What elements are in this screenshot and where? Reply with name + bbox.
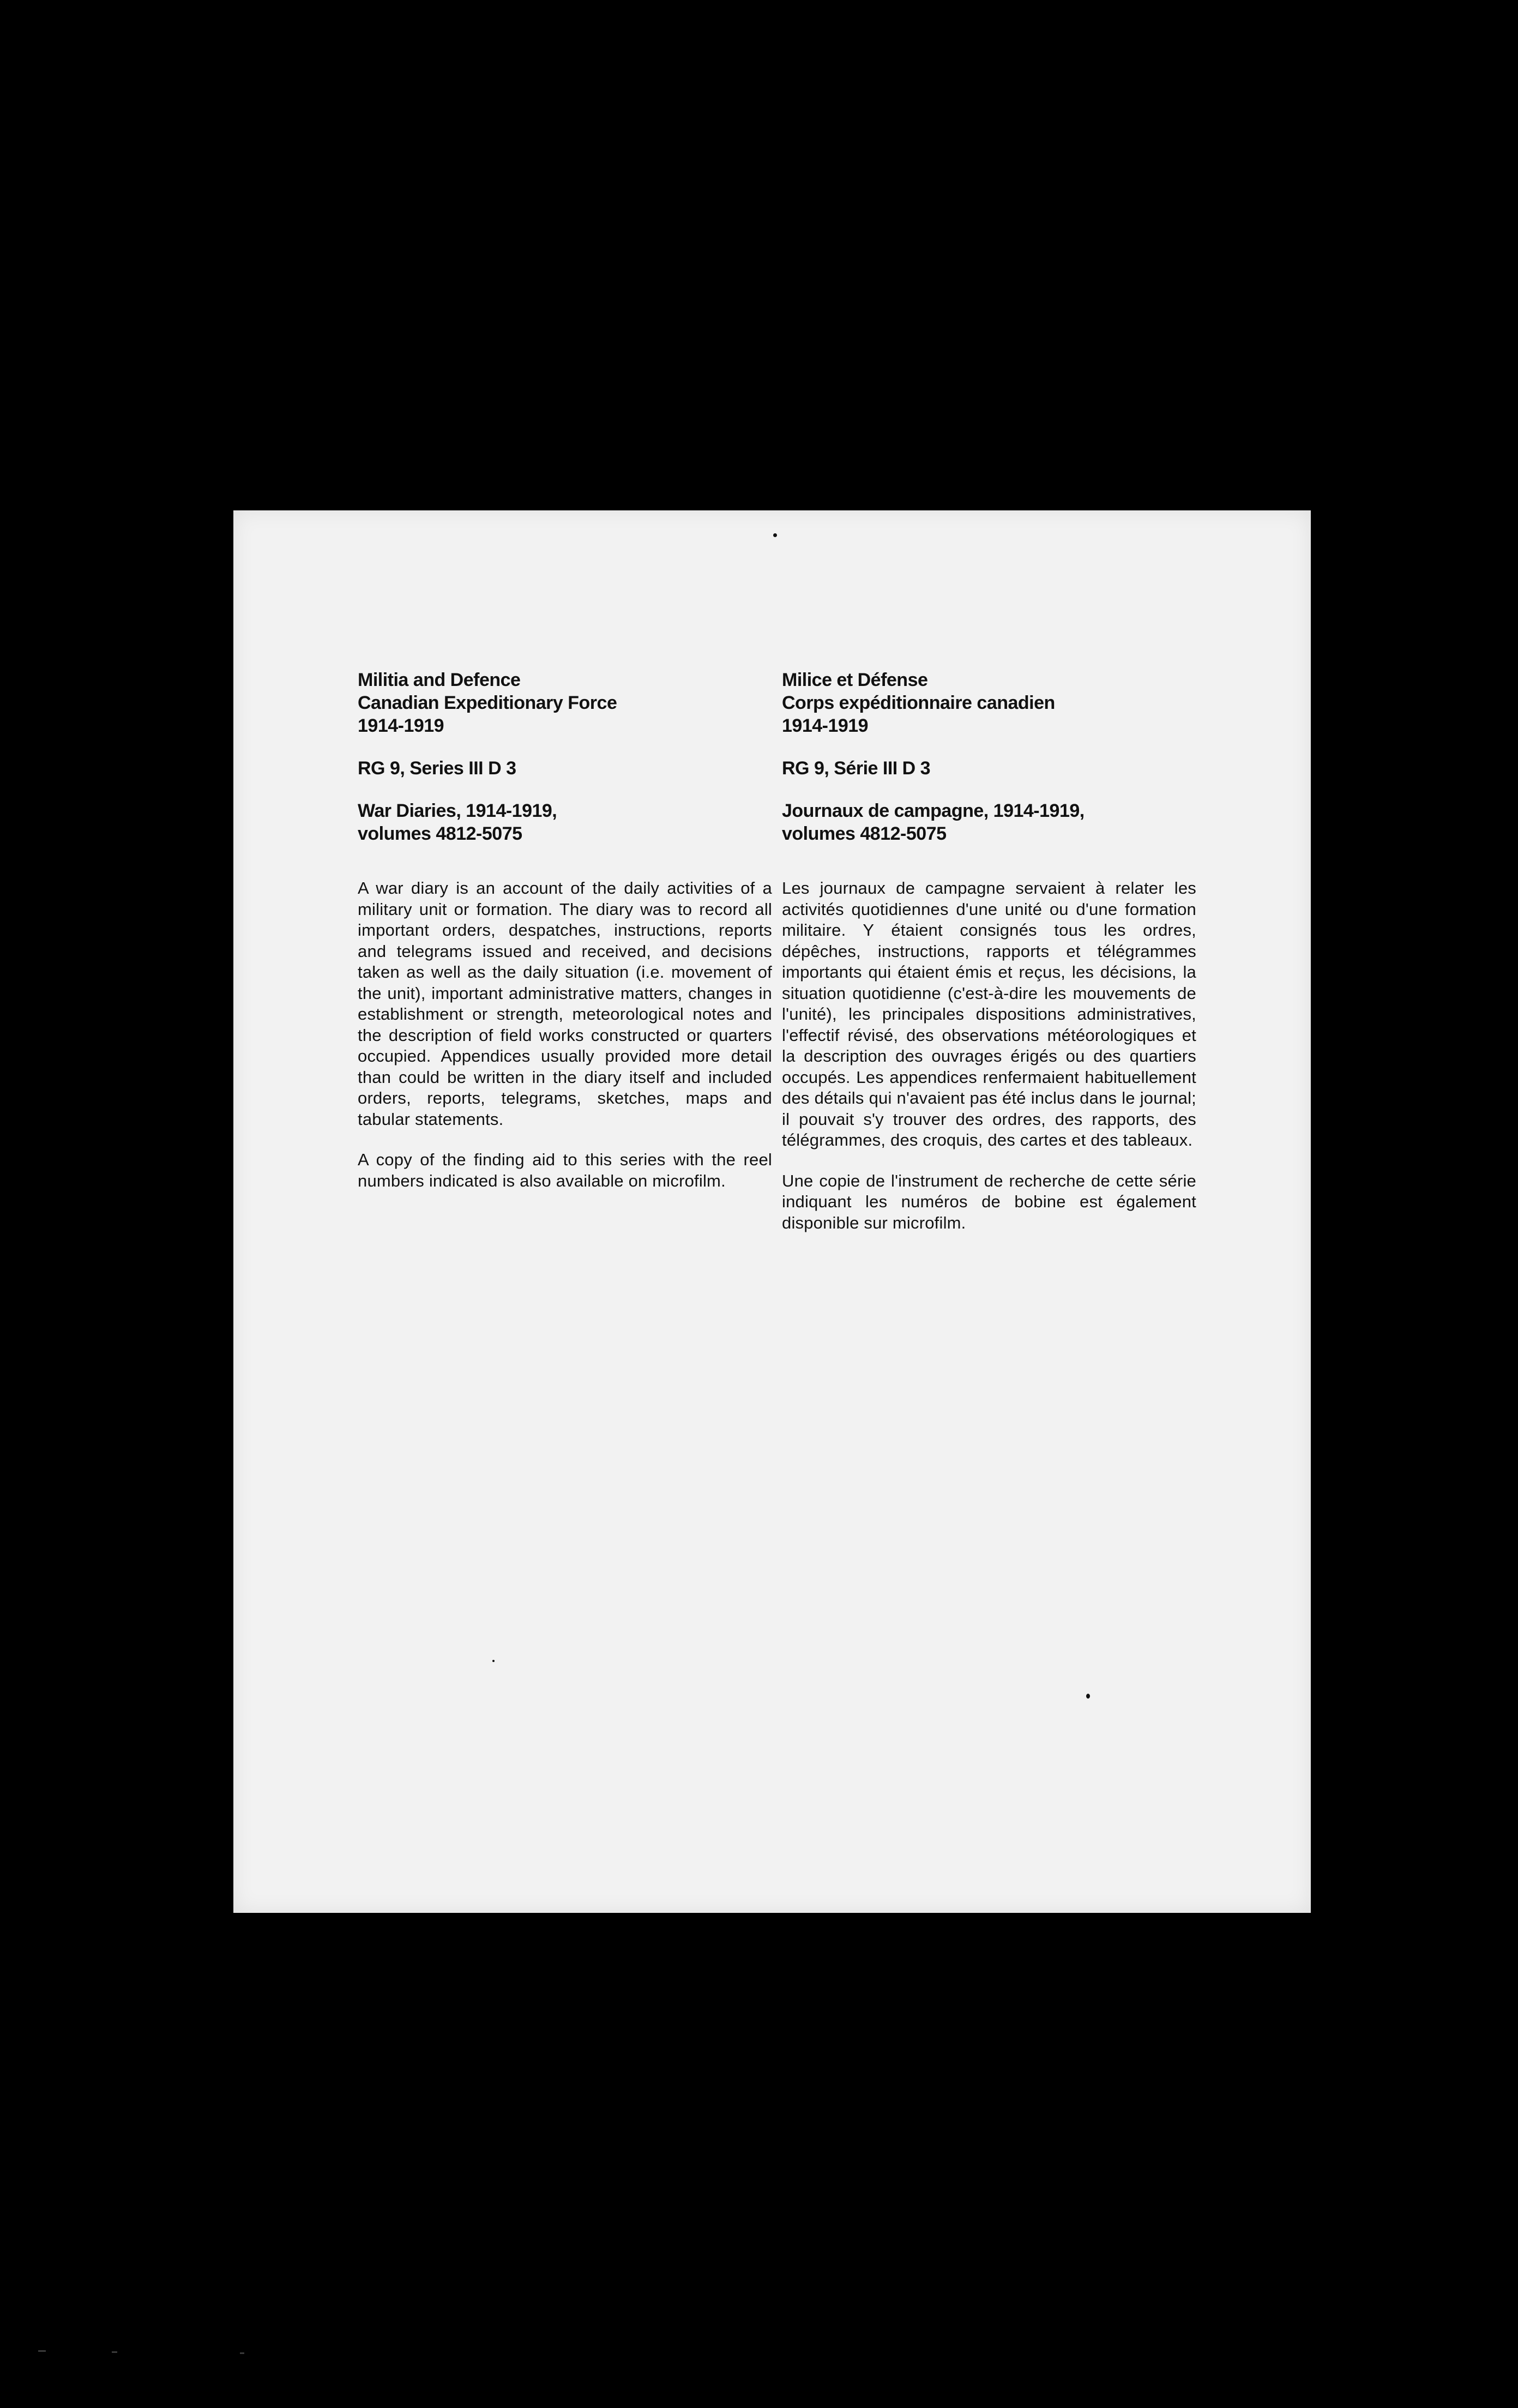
series-reference: RG 9, Série III D 3 [782,758,931,779]
english-title-heading [358,799,772,845]
french-column [782,669,1196,1253]
film-edge-mark [240,2352,244,2354]
film-edge-mark [112,2351,117,2353]
english-description-paragraph: A war diary is an account of the daily activities of a military unit or formation. The diary was to record all important orders, despatches, instructions, reports and telegrams issued and received, and decisions taken as well as the daily situation (i.e. movement of the unit), important administrative matters, changes in establishment or strength, meteorological notes and the description of field works constructed or quarters occupied. Appendices usually provided more detail than could be written in the diary itself and included orders, reports, telegrams, sketches, maps and tabular statements. [358,878,772,1129]
date-range: 1914-1919 [782,715,869,736]
document-page [233,510,1311,1913]
force-name: Corps expéditionnaire canadien [782,693,1055,713]
department-name: Milice et Défense [782,670,928,690]
scan-speck [492,1660,495,1662]
volume-range: volumes 4812-5075 [782,823,947,844]
english-department-heading [358,669,772,737]
record-title: Journaux de campagne, 1914-1919, [782,800,1085,821]
volume-range: volumes 4812-5075 [358,823,522,844]
english-column [358,669,772,1211]
force-name: Canadian Expeditionary Force [358,693,617,713]
french-series-heading [782,757,1196,780]
film-edge-mark [38,2350,46,2352]
record-title: War Diaries, 1914-1919, [358,800,557,821]
french-department-heading [782,669,1196,737]
series-reference: RG 9, Series III D 3 [358,758,516,779]
french-microfilm-paragraph: Une copie de l'instrument de recherche de cette série indiquant les numéros de bobine est également disponible sur microfilm. [782,1171,1196,1232]
department-name: Militia and Defence [358,670,521,690]
date-range: 1914-1919 [358,715,444,736]
french-title-heading [782,799,1196,845]
scan-speck [1086,1694,1090,1699]
french-description-paragraph: Les journaux de campagne servaient à relater les activités quotidiennes d'une unité ou d'une formation militaire. Y étaient consignés tous les ordres, dépêches, instructions, rapports et télégrammes importants qui étaient émis et reçus, les décisions, la situation quotidienne (c'est-à-dire les mouvements de l'unité), les principales dispositions administratives, l'effectif révisé, des observations météorologiques et la description des ouvrages érigés ou des quartiers occupés. Les appendices renfermaient habituellement des détails qui n'avaient pas été inclus dans le journal; il pouvait s'y trouver des ordres, des rapports, des télégrammes, des croquis, des cartes et des tableaux. [782,878,1196,1149]
english-microfilm-paragraph: A copy of the finding aid to this series with the reel numbers indicated is also available on microfilm. [358,1150,772,1190]
english-series-heading [358,757,772,780]
scan-speck [773,533,777,537]
